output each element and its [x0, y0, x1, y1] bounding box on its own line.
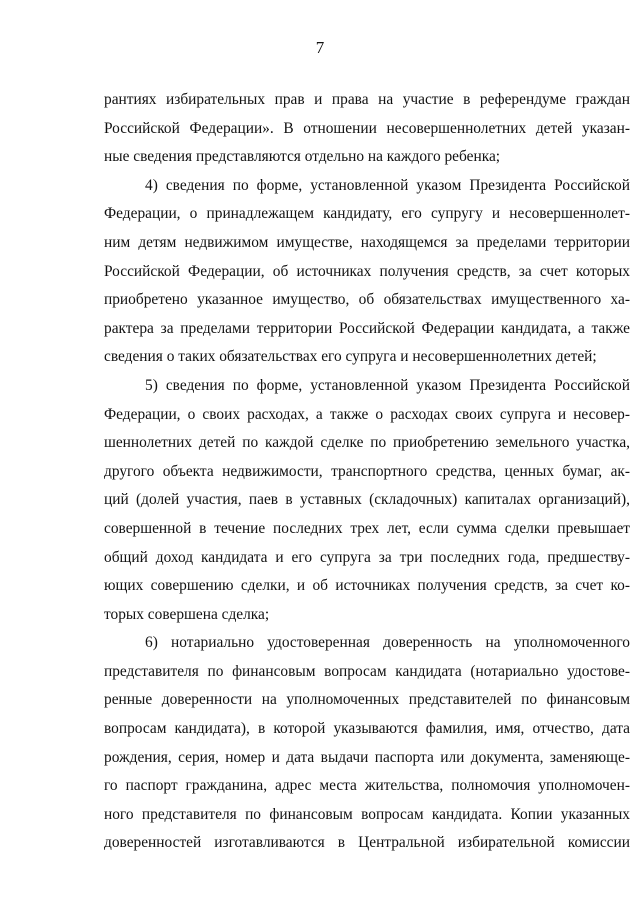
- text-line: вопросам кандидата), в которой указываются фамилия, имя, отчество, дата: [104, 720, 630, 738]
- text-line: Российской Федерации». В отношении несовершеннолетних детей указан-: [104, 119, 630, 137]
- text-line: ные сведения представляются отдельно на каждого ребенка;: [104, 148, 501, 166]
- text-line: 6) нотариально удостоверенная доверенность на уполномоченного: [145, 634, 630, 652]
- text-line: другого объекта недвижимости, транспортного средства, ценных бумаг, ак-: [104, 462, 630, 480]
- text-line: ренные доверенности на уполномоченных представителей по финансовым: [104, 691, 630, 709]
- text-line: ним детям недвижимом имуществе, находящемся за пределами территории: [104, 233, 630, 251]
- text-line: ного представителя по финансовым вопросам кандидата. Копии указанных: [104, 805, 630, 823]
- text-line: представителя по финансовым вопросам кандидата (нотариально удостове-: [104, 662, 630, 680]
- text-line: совершенной в течение последних трех лет, если сумма сделки превышает: [104, 519, 630, 537]
- text-line: Федерации, о своих расходах, а также о расходах своих супруга и несовер-: [104, 405, 630, 423]
- text-line: торых совершена сделка;: [104, 605, 270, 623]
- text-line: рождения, серия, номер и дата выдачи паспорта или документа, заменяюще-: [104, 748, 630, 766]
- text-line: шеннолетних детей по каждой сделке по приобретению земельного участка,: [104, 434, 630, 452]
- text-line: приобретено указанное имущество, об обязательствах имущественного ха-: [104, 291, 630, 309]
- text-line: рактера за пределами территории Российской Федерации кандидата, а также: [104, 319, 630, 337]
- text-line: 5) сведения по форме, установленной указом Президента Российской: [145, 376, 630, 394]
- text-line: доверенностей изготавливаются в Центральной избирательной комиссии: [104, 834, 630, 852]
- text-line: Федерации, о принадлежащем кандидату, его супругу и несовершеннолет-: [104, 205, 630, 223]
- text-line: Российской Федерации, об источниках получения средств, за счет которых: [104, 262, 630, 280]
- document-body: [104, 86, 630, 858]
- text-line: ющих совершению сделки, и об источниках получения средств, за счет ко-: [104, 577, 630, 595]
- text-line: ций (долей участия, паев в уставных (складочных) капиталах организаций),: [104, 491, 630, 509]
- text-line: общий доход кандидата и его супруга за три последних года, предшеству-: [104, 548, 630, 566]
- page-number: 7: [315, 38, 325, 57]
- text-line: сведения о таких обязательствах его супруга и несовершеннолетних детей;: [104, 348, 597, 366]
- text-line: рантиях избирательных прав и права на участие в референдуме граждан: [104, 91, 630, 108]
- text-line: 4) сведения по форме, установленной указом Президента Российской: [145, 176, 630, 194]
- text-line: го паспорт гражданина, адрес места жительства, полномочия уполномочен-: [104, 777, 630, 795]
